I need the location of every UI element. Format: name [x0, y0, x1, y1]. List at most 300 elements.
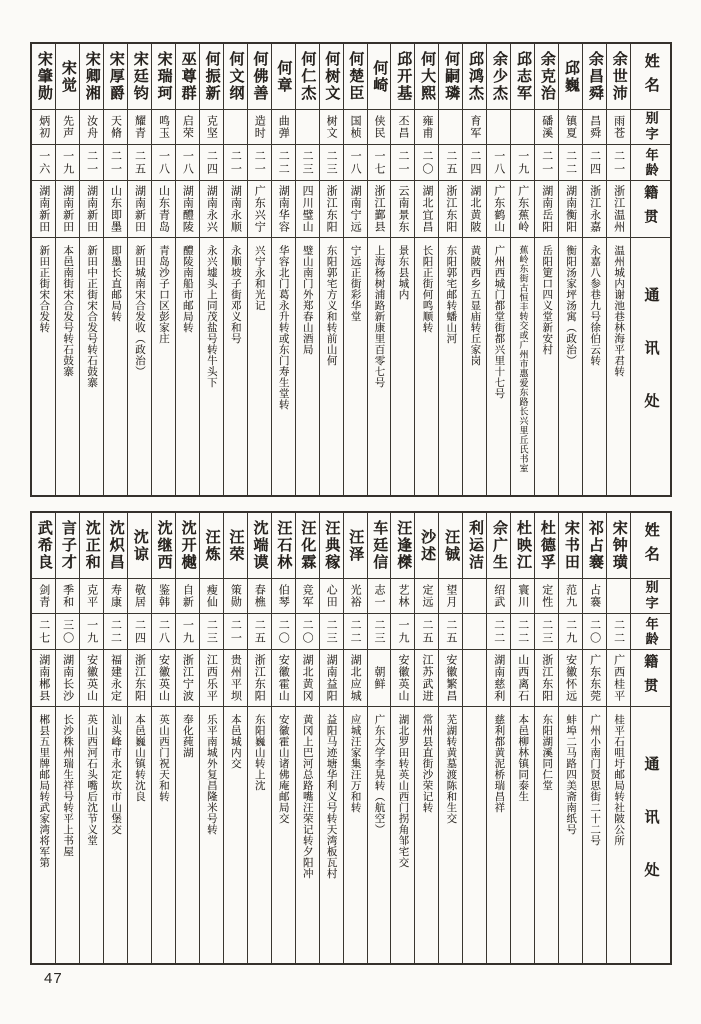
alias-text: 鸣玉: [157, 115, 170, 139]
origin-cell: [439, 181, 462, 238]
alias-text: 树文: [325, 115, 338, 139]
address-text: 英山西门祝天和转: [157, 714, 170, 802]
name-cell: [344, 44, 367, 110]
origin-text: 广东蕉岭: [516, 185, 529, 233]
address-text: 湖北罗田转英山西门拐角邹宅交: [397, 714, 410, 868]
name-text: 宋厚爵: [107, 51, 125, 102]
person-column: [510, 513, 534, 963]
name-cell: [104, 513, 127, 579]
origin-cell: [463, 181, 486, 238]
address-text: 新田城南宋合发收（政治）: [134, 245, 147, 377]
address-cell: [248, 707, 271, 963]
name-text: 何大熙: [419, 51, 437, 102]
origin-text: 湖北应城: [349, 654, 362, 702]
address-cell: [368, 238, 391, 495]
address-text: 永兴墟头上同茂盐号转牛头下: [205, 245, 218, 388]
alias-text: 侠民: [373, 115, 386, 139]
age-cell: [344, 614, 367, 650]
age-cell: [368, 145, 391, 181]
origin-cell: [248, 181, 271, 238]
origin-cell: [200, 181, 223, 238]
name-text: 宋肇勋: [35, 51, 53, 102]
alias-text: 寿康: [109, 584, 122, 608]
age-cell: [128, 614, 151, 650]
header-column: [630, 44, 670, 495]
age-text: 二三: [301, 149, 314, 176]
address-cell: [463, 238, 486, 495]
origin-text: 湖南衡阳: [564, 185, 577, 233]
alias-cell: [439, 110, 462, 145]
address-text: 芜湖转黄墓渡陈和生交: [445, 714, 458, 824]
address-text: 安徽霍山诸佛庵邮局交: [277, 714, 290, 824]
age-text: 二二: [277, 149, 290, 176]
address-text: 永顺坡子街邓义和号: [229, 245, 242, 344]
alias-cell: [631, 579, 670, 614]
address-text: 景东县城内: [397, 245, 410, 300]
alias-text: 绍武: [492, 584, 505, 608]
age-text: 二二: [516, 618, 529, 645]
address-cell: [535, 238, 558, 495]
name-text: 何仁杰: [299, 51, 317, 102]
name-cell: [487, 513, 510, 579]
name-cell: [439, 513, 462, 579]
origin-cell: [32, 650, 55, 707]
origin-text: 安徽英山: [85, 654, 98, 702]
age-cell: [80, 614, 103, 650]
age-text: 二一: [540, 149, 553, 176]
address-text: 本邑柳林镇同泰生: [517, 714, 530, 802]
origin-cell: [152, 650, 175, 707]
name-text: 何佛善: [251, 51, 269, 102]
age-cell: [391, 145, 414, 181]
address-text: 长阳正街何鸣顺转: [421, 245, 434, 333]
name-text: 何振新: [203, 51, 221, 102]
alias-text: 镇夏: [564, 115, 577, 139]
age-cell: [200, 614, 223, 650]
name-cell: [296, 513, 319, 579]
alias-cell: [415, 110, 438, 145]
name-text: 汪铖: [443, 528, 461, 563]
name-text: 邱志军: [514, 51, 532, 102]
age-cell: [487, 614, 510, 650]
name-text: 宋钟璜: [610, 520, 628, 571]
origin-cell: [511, 181, 534, 238]
age-text: 年龄: [643, 616, 659, 647]
origin-text: 湖南岳阳: [540, 185, 553, 233]
age-cell: [272, 614, 295, 650]
person-column: [486, 44, 510, 495]
origin-text: 湖南宁远: [349, 185, 362, 233]
address-text: 东阳郭宅邮转蟠山河: [445, 245, 458, 344]
age-text: 一八: [157, 149, 170, 176]
origin-text: 广东兴宁: [253, 185, 266, 233]
origin-text: 湖南新田: [37, 185, 50, 233]
age-text: 一九: [181, 618, 194, 645]
person-column: [367, 44, 391, 495]
address-cell: [391, 238, 414, 495]
address-cell: [631, 238, 670, 495]
name-cell: [415, 44, 438, 110]
alias-text: 自新: [181, 584, 194, 608]
name-cell: [272, 44, 295, 110]
alias-cell: [391, 579, 414, 614]
alias-text: 别字: [643, 111, 659, 143]
age-text: 二一: [229, 618, 242, 645]
name-cell: [607, 513, 630, 579]
origin-cell: [368, 181, 391, 238]
alias-cell: [176, 110, 199, 145]
address-text: 黄冈上巴河总路嘴汪荣记转夕阳冲: [301, 714, 314, 879]
age-cell: [248, 614, 271, 650]
address-cell: [176, 238, 199, 495]
address-cell: [415, 707, 438, 963]
name-cell: [559, 44, 582, 110]
age-cell: [296, 145, 319, 181]
address-cell: [128, 707, 151, 963]
address-cell: [439, 707, 462, 963]
address-text: 兴宁永和光记: [253, 245, 266, 311]
name-text: 宋书田: [562, 520, 580, 571]
origin-text: 江苏武进: [420, 654, 433, 702]
address-text: 慈利都黄泥桥瑞昌祥: [493, 714, 506, 813]
address-text: 东阳湖溪同仁堂: [541, 714, 554, 791]
alias-text: 定性: [540, 584, 553, 608]
age-cell: [56, 145, 79, 181]
name-text: 汪石林: [275, 520, 293, 571]
name-cell: [128, 513, 151, 579]
name-text: 余克治: [538, 51, 556, 102]
origin-cell: [104, 650, 127, 707]
person-column: [343, 44, 367, 495]
origin-cell: [415, 650, 438, 707]
name-cell: [607, 44, 630, 110]
name-cell: [200, 44, 223, 110]
origin-cell: [176, 181, 199, 238]
age-text: 二四: [133, 618, 146, 645]
address-cell: [200, 238, 223, 495]
name-text: 何章: [275, 59, 293, 94]
address-cell: [320, 238, 343, 495]
age-text: 一八: [181, 149, 194, 176]
age-text: 二二: [492, 618, 505, 645]
age-cell: [463, 145, 486, 181]
name-text: 沈开樾: [179, 520, 197, 571]
alias-cell: [487, 110, 510, 145]
alias-cell: [104, 579, 127, 614]
address-cell: [320, 707, 343, 963]
alias-cell: [559, 110, 582, 145]
alias-text: 光裕: [349, 584, 362, 608]
address-cell: [368, 707, 391, 963]
name-cell: [200, 513, 223, 579]
alias-text: 瘦仙: [205, 584, 218, 608]
address-text: 醴陵南船市邮局转: [181, 245, 194, 333]
name-text: 沈谅: [131, 528, 149, 563]
alias-text: 启荣: [181, 115, 194, 139]
address-text: 通讯处: [642, 287, 660, 446]
address-cell: [583, 238, 606, 495]
person-column: [223, 44, 247, 495]
name-text: 汪炼: [203, 528, 221, 563]
person-column: [199, 44, 223, 495]
age-text: 二一: [85, 149, 98, 176]
age-cell: [583, 145, 606, 181]
alias-text: 雨苍: [612, 115, 625, 139]
name-text: 杜德孚: [538, 520, 556, 571]
person-column: [199, 513, 223, 963]
alias-cell: [32, 579, 55, 614]
alias-text: 季和: [61, 584, 74, 608]
origin-cell: [559, 181, 582, 238]
origin-text: 山西离石: [516, 654, 529, 702]
name-text: 何文纲: [227, 51, 245, 102]
alias-text: 策勋: [229, 584, 242, 608]
person-column: [103, 513, 127, 963]
origin-text: 湖南永兴: [205, 185, 218, 233]
alias-cell: [272, 110, 295, 145]
alias-cell: [607, 110, 630, 145]
alias-text: 心田: [325, 584, 338, 608]
age-cell: [104, 145, 127, 181]
alias-cell: [559, 579, 582, 614]
person-column: [295, 513, 319, 963]
alias-cell: [320, 579, 343, 614]
address-text: 乐平南城外复昌隆米号转: [205, 714, 218, 835]
origin-text: 湖北宜昌: [420, 185, 433, 233]
person-column: [390, 513, 414, 963]
origin-text: 湖南慈利: [492, 654, 505, 702]
origin-text: 浙江东阳: [540, 654, 553, 702]
address-text: 温州城内谢池巷林海平君转: [613, 245, 626, 377]
directory-table-lower: [30, 511, 672, 965]
origin-cell: [152, 181, 175, 238]
name-text: 沈端谟: [251, 520, 269, 571]
age-text: 一八: [349, 149, 362, 176]
name-text: 邱巍: [562, 59, 580, 94]
origin-cell: [56, 181, 79, 238]
name-text: 何嗣璘: [443, 51, 461, 102]
age-cell: [128, 145, 151, 181]
age-text: 二二: [612, 618, 625, 645]
age-cell: [631, 614, 670, 650]
alias-text: 竞军: [301, 584, 314, 608]
origin-text: 安徽怀远: [564, 654, 577, 702]
address-text: 黄陂西乡五显庙转丘家岗: [469, 245, 482, 366]
person-column: [414, 44, 438, 495]
origin-cell: [583, 650, 606, 707]
origin-text: 湖南新田: [85, 185, 98, 233]
name-cell: [176, 513, 199, 579]
age-cell: [104, 614, 127, 650]
age-cell: [535, 145, 558, 181]
address-text: 桂平石咀圩邮局转社陂公所: [613, 714, 626, 846]
origin-text: 福建永定: [109, 654, 122, 702]
person-column: [79, 44, 103, 495]
origin-cell: [535, 181, 558, 238]
name-text: 宋廷钧: [131, 51, 149, 102]
origin-cell: [583, 181, 606, 238]
person-column: [582, 44, 606, 495]
address-cell: [296, 707, 319, 963]
address-cell: [439, 238, 462, 495]
alias-cell: [248, 579, 271, 614]
name-text: 汪泽: [347, 528, 365, 563]
name-cell: [583, 513, 606, 579]
person-column: [79, 513, 103, 963]
person-column: [247, 44, 271, 495]
origin-text: 湖南新田: [61, 185, 74, 233]
person-column: [414, 513, 438, 963]
name-cell: [511, 513, 534, 579]
age-text: 二〇: [301, 618, 314, 645]
origin-text: 湖南新田: [133, 185, 146, 233]
name-text: 何崎: [371, 59, 389, 94]
address-cell: [487, 707, 510, 963]
age-text: 二五: [133, 149, 146, 176]
age-cell: [559, 145, 582, 181]
age-cell: [200, 145, 223, 181]
origin-cell: [80, 181, 103, 238]
address-text: 常州县直街沙荣记转: [421, 714, 434, 813]
name-cell: [487, 44, 510, 110]
name-cell: [248, 44, 271, 110]
alias-cell: [487, 579, 510, 614]
alias-cell: [128, 579, 151, 614]
alias-text: 造时: [253, 115, 266, 139]
person-column: [343, 513, 367, 963]
name-cell: [56, 44, 79, 110]
age-text: 二三: [540, 618, 553, 645]
name-text: 邱鸿杰: [467, 51, 485, 102]
alias-text: 艺林: [396, 584, 409, 608]
alias-cell: [224, 579, 247, 614]
origin-cell: [535, 650, 558, 707]
origin-cell: [32, 181, 55, 238]
alias-cell: [248, 110, 271, 145]
person-column: [510, 44, 534, 495]
age-text: 二二: [564, 149, 577, 176]
age-text: 二〇: [420, 149, 433, 176]
address-cell: [487, 238, 510, 495]
origin-cell: [296, 181, 319, 238]
address-cell: [296, 238, 319, 495]
origin-cell: [415, 181, 438, 238]
origin-cell: [80, 650, 103, 707]
address-cell: [463, 707, 486, 963]
age-text: 二一: [229, 149, 242, 176]
name-cell: [248, 513, 271, 579]
origin-cell: [463, 650, 486, 707]
age-cell: [463, 614, 486, 650]
alias-text: 育军: [468, 115, 481, 139]
address-text: 璧山南门外郑春山酒局: [301, 245, 314, 355]
name-cell: [391, 513, 414, 579]
address-text: 上海杨树浦路新康里百零七号: [373, 245, 386, 388]
origin-text: 山东即墨: [109, 185, 122, 233]
alias-cell: [368, 110, 391, 145]
origin-text: 浙江永嘉: [588, 185, 601, 233]
name-cell: [535, 44, 558, 110]
address-cell: [272, 238, 295, 495]
origin-text: 云南景东: [396, 185, 409, 233]
name-cell: [391, 44, 414, 110]
name-text: 汪逢榤: [395, 520, 413, 571]
age-text: 二二: [109, 618, 122, 645]
alias-text: 寰川: [516, 584, 529, 608]
age-cell: [320, 614, 343, 650]
name-text: 姓名: [642, 521, 660, 570]
address-cell: [128, 238, 151, 495]
origin-text: 湖南华容: [277, 185, 290, 233]
name-cell: [535, 513, 558, 579]
alias-cell: [152, 110, 175, 145]
alias-text: 定远: [420, 584, 433, 608]
address-cell: [559, 707, 582, 963]
alias-cell: [224, 110, 247, 145]
age-cell: [583, 614, 606, 650]
address-text: 即墨长直邮局转: [110, 245, 123, 322]
name-cell: [415, 513, 438, 579]
address-cell: [56, 238, 79, 495]
age-text: 二五: [420, 618, 433, 645]
origin-cell: [248, 650, 271, 707]
age-text: 二七: [37, 618, 50, 645]
age-cell: [320, 145, 343, 181]
origin-cell: [487, 181, 510, 238]
alias-cell: [535, 110, 558, 145]
origin-text: 山东青岛: [157, 185, 170, 233]
name-text: 邱开基: [395, 51, 413, 102]
name-text: 沈炽昌: [107, 520, 125, 571]
name-cell: [631, 44, 670, 110]
address-cell: [104, 707, 127, 963]
origin-text: 安徽繁昌: [444, 654, 457, 702]
alias-text: 克坚: [205, 115, 218, 139]
origin-cell: [224, 181, 247, 238]
origin-text: 湖南长沙: [61, 654, 74, 702]
name-cell: [559, 513, 582, 579]
age-text: 二五: [444, 149, 457, 176]
origin-cell: [128, 650, 151, 707]
alias-cell: [463, 110, 486, 145]
origin-text: 浙江东阳: [444, 185, 457, 233]
name-cell: [128, 44, 151, 110]
alias-cell: [344, 579, 367, 614]
name-text: 姓名: [642, 52, 660, 101]
person-column: [606, 513, 630, 963]
name-cell: [104, 44, 127, 110]
alias-text: 昌舜: [588, 115, 601, 139]
origin-text: 湖南醴陵: [181, 185, 194, 233]
person-column: [390, 44, 414, 495]
person-column: [127, 513, 151, 963]
alias-text: 先声: [61, 115, 74, 139]
address-cell: [344, 238, 367, 495]
person-column: [175, 44, 199, 495]
age-text: 二一: [396, 149, 409, 176]
age-text: 二五: [444, 618, 457, 645]
name-text: 巫尊群: [179, 51, 197, 102]
name-text: 宋瑞珂: [155, 51, 173, 102]
origin-text: 安徽英山: [157, 654, 170, 702]
address-cell: [104, 238, 127, 495]
alias-cell: [32, 110, 55, 145]
address-cell: [224, 238, 247, 495]
origin-cell: [176, 650, 199, 707]
person-column: [534, 44, 558, 495]
person-column: [151, 44, 175, 495]
age-text: 二五: [253, 618, 266, 645]
